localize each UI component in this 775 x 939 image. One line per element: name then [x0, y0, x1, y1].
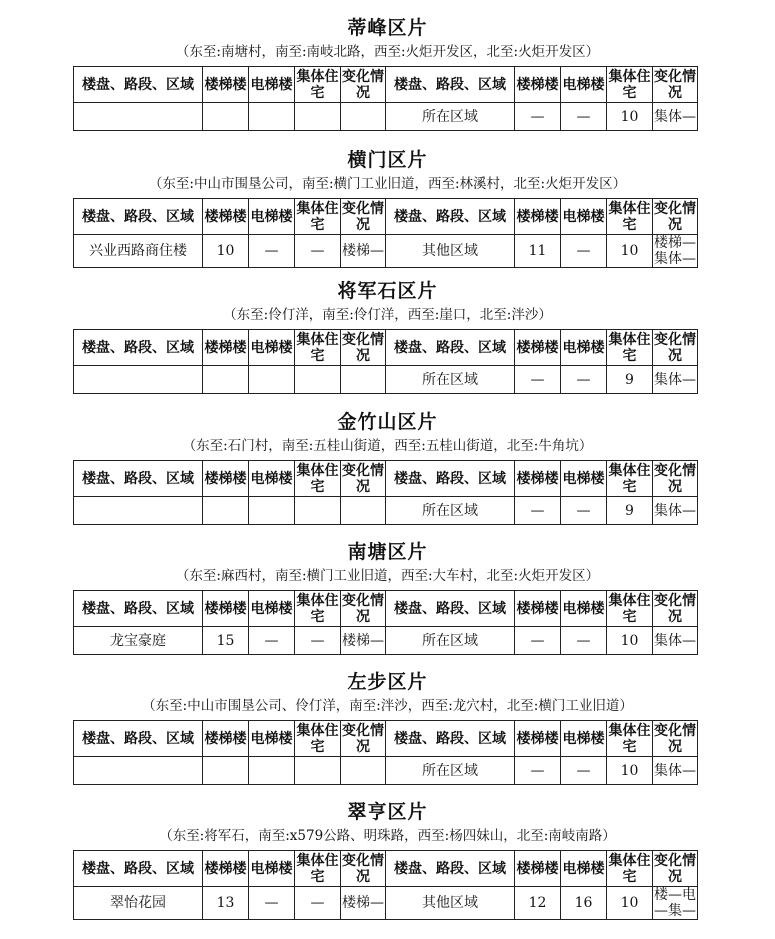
table-cell: 10 [607, 235, 653, 268]
column-header: 楼梯楼 [203, 67, 249, 103]
table-row [74, 627, 698, 655]
district-boundaries: （东至:中山市围垦公司，南至:横门工业旧道，西至:林溪村，北至:火炬开发区） [148, 176, 627, 192]
column-header: 电梯楼 [561, 851, 607, 887]
column-header: 楼梯楼 [515, 851, 561, 887]
housing-table [73, 850, 698, 920]
column-header: 楼盘、路段、区域 [74, 67, 203, 103]
column-header: 楼盘、路段、区域 [386, 721, 515, 757]
column-header: 电梯楼 [249, 461, 295, 497]
column-header: 集体住宅 [296, 462, 339, 495]
table-cell [295, 366, 341, 394]
housing-table [73, 720, 698, 785]
district-title: 翠亨区片 [347, 801, 428, 823]
table-cell [249, 103, 295, 131]
table-cell: 13 [203, 887, 249, 920]
table-cell: — [295, 235, 341, 268]
column-header: 集体住宅 [296, 331, 339, 364]
table-cell: 所在区域 [386, 757, 515, 785]
table-cell [249, 497, 295, 525]
table-cell [203, 497, 249, 525]
table-header-row [74, 67, 698, 103]
column-header: 楼盘、路段、区域 [386, 330, 515, 366]
column-header: 楼盘、路段、区域 [386, 851, 515, 887]
district-section [0, 540, 775, 655]
column-header: 楼梯楼 [515, 591, 561, 627]
column-header: 电梯楼 [561, 330, 607, 366]
table-cell [249, 757, 295, 785]
table-cell [203, 103, 249, 131]
table-cell [341, 757, 386, 785]
column-header: 电梯楼 [249, 591, 295, 627]
column-header: 电梯楼 [561, 461, 607, 497]
column-header: 电梯楼 [561, 199, 607, 235]
table-cell: 其他区域 [386, 887, 515, 920]
column-header: 楼盘、路段、区域 [74, 461, 203, 497]
column-header: 楼梯楼 [515, 461, 561, 497]
table-cell: — [295, 627, 341, 655]
column-header: 电梯楼 [561, 591, 607, 627]
table-cell: 所在区域 [386, 366, 515, 394]
column-header: 变化情况 [654, 200, 696, 233]
table-cell [249, 366, 295, 394]
district-boundaries: （东至:麻西村，南至:横门工业旧道，西至:大车村，北至:火炬开发区） [175, 568, 600, 584]
column-header: 电梯楼 [249, 67, 295, 103]
district-boundaries: （东至:伶仃洋，南至:伶仃洋，西至:崖口，北至:泮沙） [223, 307, 552, 323]
column-header: 集体住宅 [296, 722, 339, 755]
district-boundaries: （东至:石门村，南至:五桂山街道，西至:五桂山街道，北至:牛角坑） [182, 438, 593, 454]
table-cell: — [515, 757, 561, 785]
table-cell: 楼—电—集— [654, 887, 696, 919]
table-cell: 16 [561, 887, 607, 920]
column-header: 变化情况 [342, 852, 384, 885]
table-cell [295, 497, 341, 525]
column-header: 楼梯楼 [515, 199, 561, 235]
district-section [0, 410, 775, 525]
column-header: 集体住宅 [296, 200, 339, 233]
table-cell: 10 [607, 627, 653, 655]
table-cell: 9 [607, 497, 653, 525]
column-header: 变化情况 [654, 331, 696, 364]
table-cell: 所在区域 [386, 103, 515, 131]
column-header: 楼盘、路段、区域 [386, 461, 515, 497]
table-cell: 10 [203, 235, 249, 268]
table-header-row [74, 851, 698, 887]
column-header: 集体住宅 [296, 852, 339, 885]
district-title: 将军石区片 [337, 280, 438, 302]
column-header: 变化情况 [342, 68, 384, 101]
column-header: 变化情况 [342, 200, 384, 233]
table-cell: 集体— [653, 103, 698, 131]
housing-table [73, 66, 698, 131]
column-header: 电梯楼 [561, 721, 607, 757]
table-cell: 10 [607, 757, 653, 785]
column-header: 电梯楼 [249, 721, 295, 757]
table-header-row [74, 330, 698, 366]
column-header: 楼梯楼 [515, 330, 561, 366]
district-title: 南塘区片 [347, 541, 428, 563]
column-header: 集体住宅 [608, 200, 651, 233]
table-cell: 11 [515, 235, 561, 268]
table-cell [295, 103, 341, 131]
column-header: 集体住宅 [296, 592, 339, 625]
column-header: 变化情况 [654, 852, 696, 885]
column-header: 楼梯楼 [203, 461, 249, 497]
table-cell [203, 366, 249, 394]
table-header-row [74, 591, 698, 627]
district-boundaries: （东至:中山市围垦公司、伶仃洋，南至:泮沙，西至:龙穴村，北至:横门工业旧道） [142, 698, 633, 714]
table-cell [341, 103, 386, 131]
table-cell: 楼梯— [341, 627, 386, 655]
table-cell: 9 [607, 366, 653, 394]
table-cell [341, 366, 386, 394]
column-header: 楼梯楼 [203, 851, 249, 887]
table-row [74, 235, 698, 268]
column-header: 楼梯楼 [515, 721, 561, 757]
table-row [74, 757, 698, 785]
table-row [74, 497, 698, 525]
column-header: 楼盘、路段、区域 [386, 199, 515, 235]
district-section [0, 800, 775, 920]
table-row [74, 887, 698, 920]
district-boundaries: （东至:将军石，南至:x579公路、明珠路，西至:杨四妹山，北至:南岐南路） [159, 828, 616, 844]
table-cell [341, 497, 386, 525]
column-header: 楼盘、路段、区域 [386, 67, 515, 103]
housing-table [73, 590, 698, 655]
table-row [74, 103, 698, 131]
district-section [0, 279, 775, 394]
column-header: 变化情况 [654, 592, 696, 625]
table-header-row [74, 721, 698, 757]
table-cell: — [249, 887, 295, 920]
table-cell [74, 497, 203, 525]
table-cell: 楼梯— [341, 887, 386, 920]
district-title: 金竹山区片 [337, 411, 438, 433]
district-title: 蒂峰区片 [347, 17, 428, 39]
housing-table [73, 460, 698, 525]
table-cell: 集体— [653, 627, 698, 655]
table-cell: — [561, 366, 607, 394]
district-section [0, 670, 775, 785]
table-cell: 所在区域 [386, 497, 515, 525]
column-header: 变化情况 [342, 592, 384, 625]
table-cell: 10 [607, 887, 653, 920]
column-header: 楼盘、路段、区域 [74, 330, 203, 366]
table-cell [74, 366, 203, 394]
column-header: 楼盘、路段、区域 [74, 591, 203, 627]
column-header: 楼梯楼 [515, 67, 561, 103]
column-header: 楼梯楼 [203, 330, 249, 366]
column-header: 楼盘、路段、区域 [386, 591, 515, 627]
table-cell: 集体— [653, 757, 698, 785]
table-cell: 集体— [653, 366, 698, 394]
column-header: 变化情况 [342, 462, 384, 495]
column-header: 楼盘、路段、区域 [74, 199, 203, 235]
table-cell [295, 757, 341, 785]
table-cell: — [561, 235, 607, 268]
table-cell: — [515, 103, 561, 131]
column-header: 电梯楼 [249, 851, 295, 887]
housing-table [73, 198, 698, 268]
column-header: 楼盘、路段、区域 [74, 851, 203, 887]
table-cell: 10 [607, 103, 653, 131]
column-header: 电梯楼 [561, 67, 607, 103]
table-cell [74, 103, 203, 131]
table-cell: — [515, 366, 561, 394]
column-header: 集体住宅 [608, 722, 651, 755]
column-header: 变化情况 [654, 68, 696, 101]
table-cell: — [515, 627, 561, 655]
housing-table [73, 329, 698, 394]
column-header: 楼梯楼 [203, 591, 249, 627]
table-cell: — [295, 887, 341, 920]
table-header-row [74, 199, 698, 235]
table-cell: — [249, 235, 295, 268]
table-row [74, 366, 698, 394]
table-cell: 集体— [653, 497, 698, 525]
table-cell: — [561, 497, 607, 525]
table-cell: 龙宝豪庭 [74, 627, 203, 655]
table-cell: 楼梯—集体— [654, 235, 696, 267]
column-header: 楼梯楼 [203, 721, 249, 757]
district-title: 横门区片 [347, 149, 428, 171]
table-cell: 12 [515, 887, 561, 920]
table-cell: — [515, 497, 561, 525]
table-cell: — [249, 627, 295, 655]
table-header-row [74, 461, 698, 497]
table-cell: — [561, 103, 607, 131]
table-cell: 兴业西路商住楼 [74, 235, 203, 268]
district-boundaries: （东至:南塘村，南至:南岐北路，西至:火炬开发区，北至:火炬开发区） [175, 44, 600, 60]
column-header: 电梯楼 [249, 330, 295, 366]
table-cell: 其他区域 [386, 235, 515, 268]
table-cell [203, 757, 249, 785]
table-cell: — [561, 627, 607, 655]
column-header: 电梯楼 [249, 199, 295, 235]
district-section [0, 16, 775, 131]
column-header: 变化情况 [342, 722, 384, 755]
column-header: 集体住宅 [608, 592, 651, 625]
column-header: 集体住宅 [608, 462, 651, 495]
column-header: 集体住宅 [608, 852, 651, 885]
table-cell: 楼梯— [341, 235, 386, 268]
column-header: 集体住宅 [608, 68, 651, 101]
column-header: 集体住宅 [296, 68, 339, 101]
column-header: 集体住宅 [608, 331, 651, 364]
table-cell [74, 757, 203, 785]
table-cell: 所在区域 [386, 627, 515, 655]
table-cell: — [561, 757, 607, 785]
district-title: 左步区片 [347, 671, 428, 693]
district-section [0, 148, 775, 268]
column-header: 楼梯楼 [203, 199, 249, 235]
table-cell: 15 [203, 627, 249, 655]
column-header: 楼盘、路段、区域 [74, 721, 203, 757]
column-header: 变化情况 [654, 722, 696, 755]
table-cell: 翠怡花园 [74, 887, 203, 920]
column-header: 变化情况 [654, 462, 696, 495]
column-header: 变化情况 [342, 331, 384, 364]
